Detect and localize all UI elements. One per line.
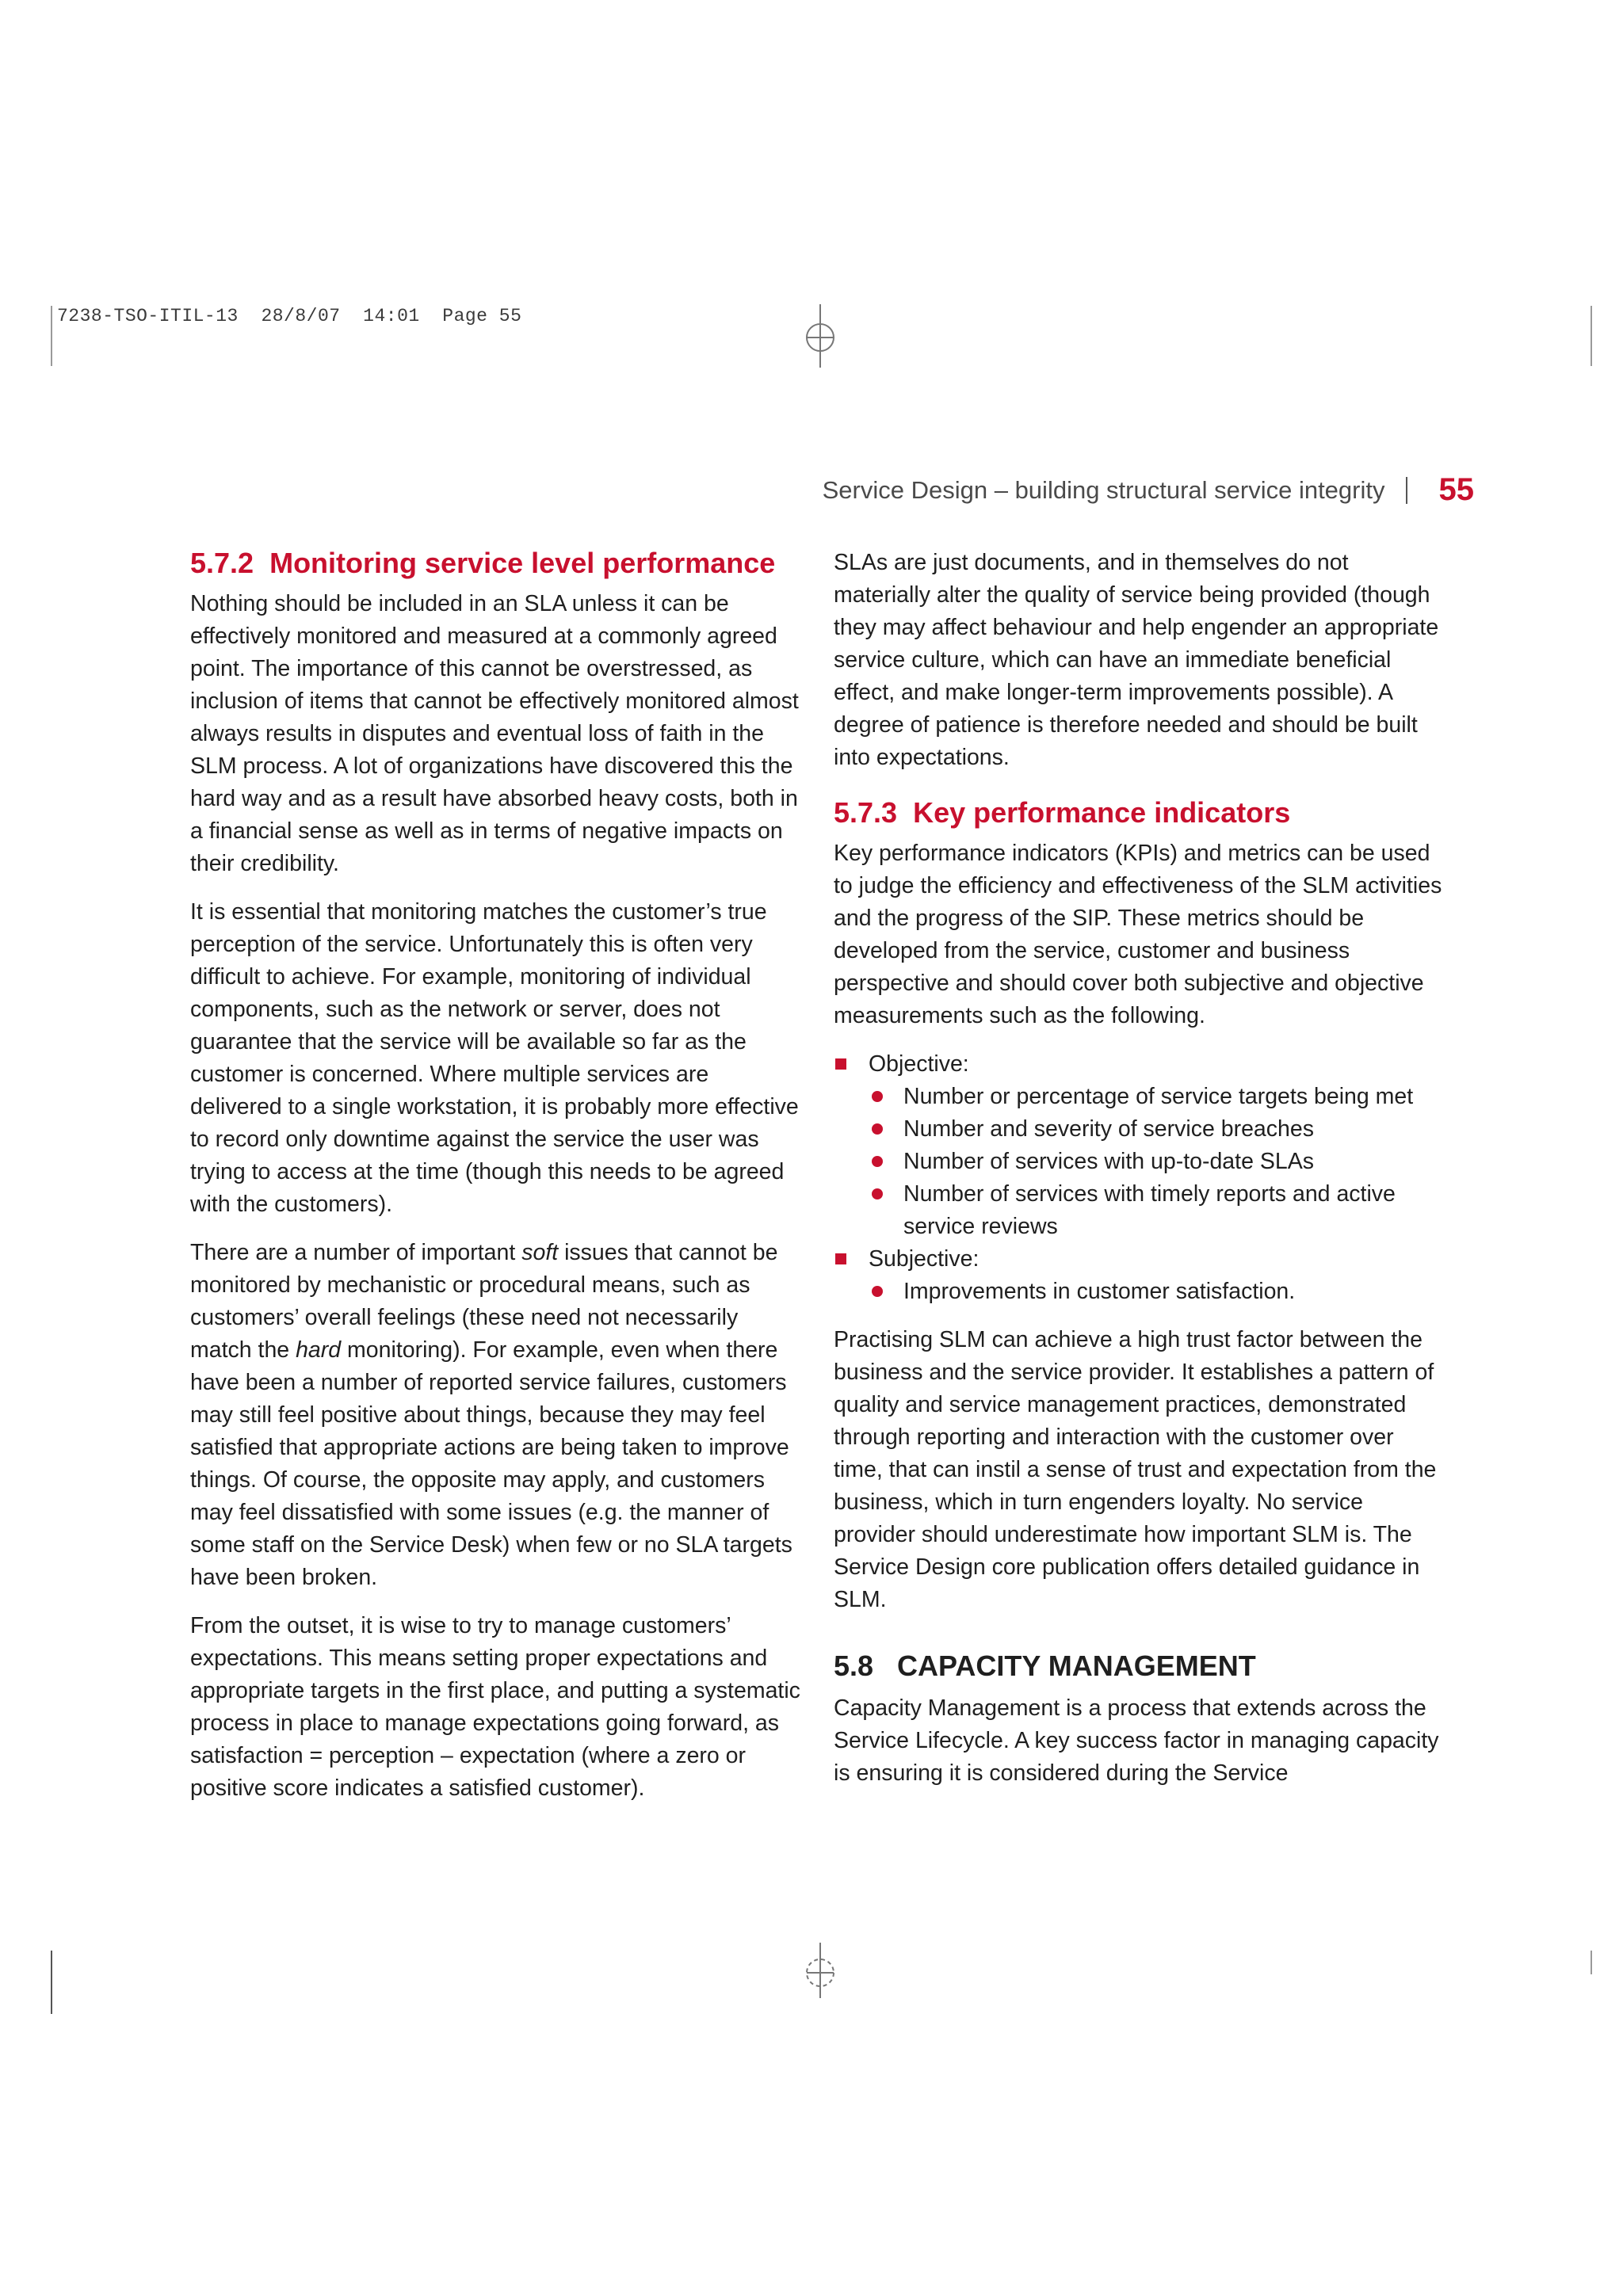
emphasis-hard: hard [296,1337,342,1363]
left-column [190,545,800,1821]
registration-mark-top-icon [792,304,848,368]
list-item-subjective: Subjective: Improvements in customer satisfaction. [869,1243,1444,1308]
emphasis-soft: soft [521,1240,559,1265]
objective-sublist [869,1081,1444,1243]
running-head-title: Service Design – building structural service integrity [822,475,1385,504]
list-item: Number or percentage of service targets being met [903,1081,1444,1113]
section-title: Monitoring service level performance [269,547,776,579]
crop-mark-bottom-left [51,1951,52,2014]
printer-slug: 7238-TSO-ITIL-13 28/8/07 14:01 Page 55 [57,306,522,326]
subjective-sublist [869,1276,1444,1308]
crop-mark-bottom-right [1591,1951,1592,1974]
section-title: CAPACITY MANAGEMENT [897,1650,1256,1682]
kpi-list [834,1048,1444,1308]
paragraph: Capacity Management is a process that extends across the Service Lifecycle. A key success factor in managing capacity is ensuring it is considered during the Service [834,1695,1439,1786]
section-number: 5.8 [834,1650,874,1682]
right-column [834,547,1444,1806]
paragraph: Key performance indicators (KPIs) and metrics can be used to judge the efficiency and effectiveness of the SLM activities and the progress of the SIP. These metrics should be developed from the service, customer and business perspective and should cover both subjective and objective measurements such as the following. [834,841,1442,1028]
registration-mark-bottom-icon [792,1943,848,1998]
list-item: Improvements in customer satisfaction. [903,1276,1444,1308]
paragraph: SLAs are just documents, and in themselves do not materially alter the quality of service being provided (though they may affect behaviour and help engender an appropriate service culture, which can have an immediate beneficial effect, and make longer-term improvements possible). A degree of patience is therefore needed and should be built into expectations. [834,550,1439,770]
page-number: 55 [1438,472,1474,507]
running-head-separator [1406,477,1407,504]
crop-mark-top-right [1591,306,1592,366]
list-item: Number of services with up-to-date SLAs [903,1146,1444,1178]
section-title: Key performance indicators [913,796,1291,829]
section-heading-5-7-3 [834,795,1444,831]
paragraph: Practising SLM can achieve a high trust factor between the business and the service provider. It establishes a pattern of quality and service management practices, demonstrated through reporting and interaction with the customer over time, that can instil a sense of trust and expectation from the business, which in turn engenders loyalty. No service provider should underestimate how important SLM is. The Service Design core publication offers detailed guidance in SLM. [834,1327,1437,1612]
running-head [823,472,1474,508]
list-item-objective: Objective: Number or percentage of service targets being met Number and severity of service breaches Number of services with up-to-date SLAs Number of services with timely reports and active service reviews [869,1048,1444,1243]
section-number: 5.7.2 [190,547,254,579]
crop-mark-top-left [51,306,52,366]
paragraph-soft-issues: There are a number of important soft issues that cannot be monitored by mechanistic or procedural means, such as customers’ overall feelings (these need not necessarily match the hard monitoring). For example, even when there have been a number of reported service failures, customers may still feel positive about things, because they may feel satisfied that appropriate actions are being taken to improve things. Of course, the opposite may apply, and customers may feel dissatisfied with some issues (e.g. the manner of some staff on the Service Desk) when few or no SLA targets have been broken. [190,1240,792,1590]
paragraph: It is essential that monitoring matches the customer’s true perception of the service. Unfortunately this is often very difficult to achieve. For example, monitoring of individual components, such as the network or server, does not guarantee that the service will be available so far as the customer is concerned. Where multiple services are delivered to a single workstation, it is probably more effective to record only downtime against the service the user was trying to access at the time (though this needs to be agreed with the customers). [190,899,799,1217]
list-item: Number of services with timely reports and active service reviews [903,1178,1444,1243]
paragraph: From the outset, it is wise to try to manage customers’ expectations. This means setting proper expectations and appropriate targets in the first place, and putting a systematic process in place to manage expectations going forward, as satisfaction = perception – expectation (where a zero or positive score indicates a satisfied customer). [190,1613,800,1801]
section-heading-5-8 [834,1648,1444,1684]
list-item: Number and severity of service breaches [903,1113,1444,1146]
section-heading-5-7-2 [190,545,800,582]
section-number: 5.7.3 [834,796,898,829]
paragraph: Nothing should be included in an SLA unless it can be effectively monitored and measured at a commonly agreed point. The importance of this cannot be overstressed, as inclusion of items that cannot be effectively monitored almost always results in disputes and eventual loss of faith in the SLM process. A lot of organizations have discovered this the hard way and as a result have absorbed heavy costs, both in a financial sense as well as in terms of negative impacts on their credibility. [190,591,799,876]
